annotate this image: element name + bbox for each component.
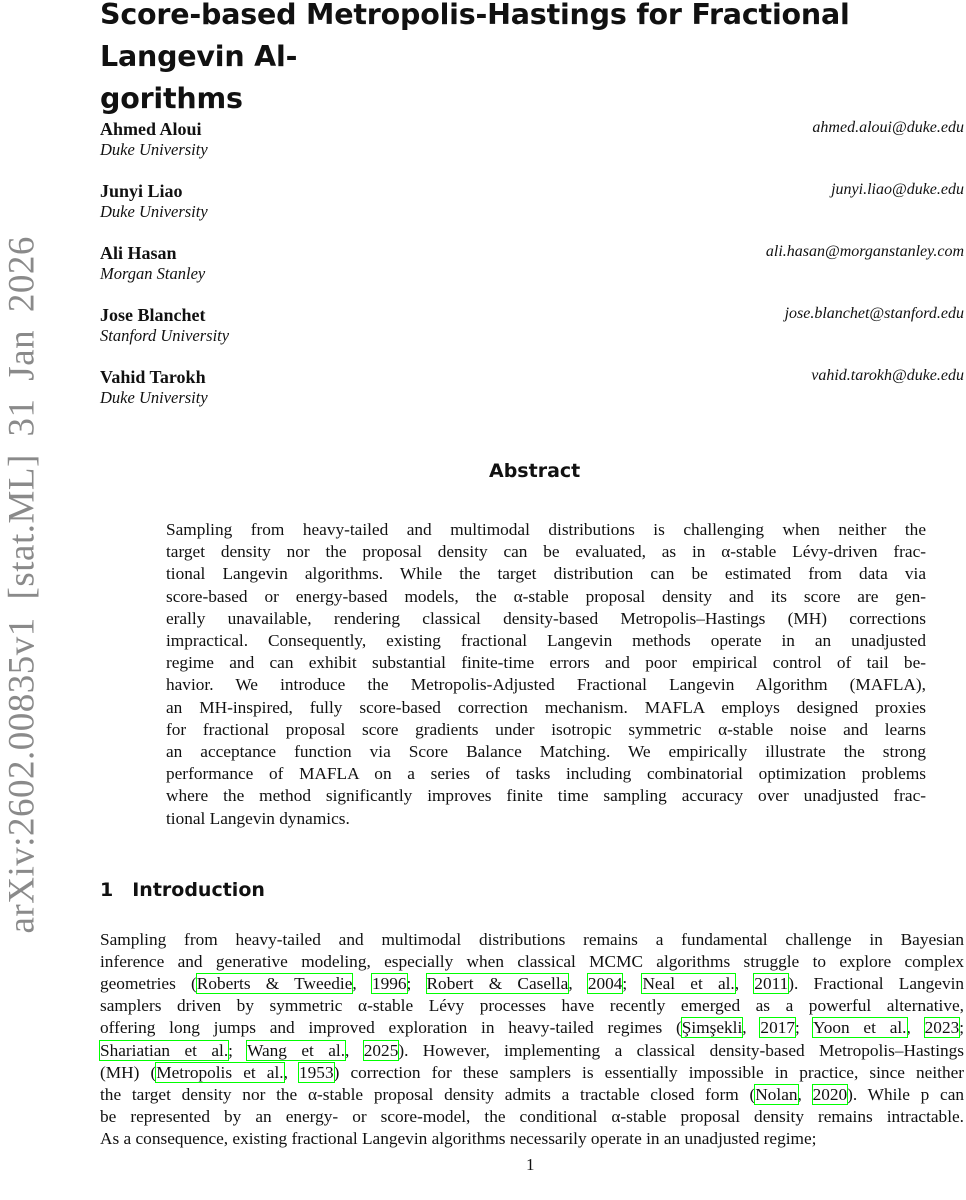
author-affiliation: Duke University: [100, 202, 208, 221]
page-number: 1: [526, 1155, 535, 1174]
text-line: [166, 719, 926, 741]
author-affiliation: Duke University: [100, 140, 208, 159]
citation-link[interactable]: 2023: [924, 1018, 960, 1038]
text-line: [166, 541, 926, 563]
text-segment: ) correction for these samplers is essentially impossible in practice, since neither: [333, 1062, 965, 1082]
text-line: [100, 951, 964, 973]
text-segment: ;: [959, 1018, 965, 1038]
text-segment: Sampling from heavy-tailed and multimodal distributions remains a fundamental challenge in Bayesian: [100, 930, 964, 949]
author-block: [100, 305, 964, 347]
text-segment: ,: [906, 1018, 925, 1038]
citation-link[interactable]: 2011: [754, 974, 789, 994]
text-segment: score-based or energy-based models, the α-stable proposal density and its score are gen-: [166, 586, 926, 606]
author-affiliation: Stanford University: [100, 326, 230, 345]
text-line: [166, 519, 926, 541]
arxiv-stamp: arXiv:2602.00835v1 [stat.ML] 31 Jan 2026: [1, 236, 43, 934]
text-segment: tional Langevin dynamics.: [166, 808, 350, 828]
citation-link[interactable]: Roberts & Tweedie: [196, 974, 353, 994]
text-line: [166, 785, 926, 807]
author-email[interactable]: jose.blanchet@stanford.edu: [784, 305, 964, 322]
citation-link[interactable]: 2017: [760, 1018, 795, 1038]
author-affiliation: Morgan Stanley: [100, 264, 206, 283]
text-segment: regime and can exhibit substantial finite-time errors and poor empirical control of tail be-: [166, 653, 926, 673]
text-segment: for fractional proposal score gradients under isotropic symmetric α-stable noise and learns: [166, 719, 926, 739]
text-segment: ). While p can: [847, 1084, 965, 1104]
citation-link[interactable]: Robert & Casella: [426, 974, 569, 994]
text-segment: Sampling from heavy-tailed and multimodal distributions is challenging when neither the: [166, 520, 926, 539]
citation-link[interactable]: Neal et al.: [642, 974, 735, 994]
text-line: [100, 1040, 964, 1062]
section-title: Introduction: [132, 879, 265, 901]
text-line: [166, 652, 926, 674]
text-line: [100, 1084, 964, 1106]
text-line: [166, 608, 926, 630]
author-block: [100, 119, 964, 161]
author-block: [100, 181, 964, 223]
author-email[interactable]: junyi.liao@duke.edu: [831, 181, 964, 198]
text-segment: havior. We introduce the Metropolis-Adjusted Fractional Langevin Algorithm (MAFLA),: [166, 675, 926, 695]
text-line: [166, 674, 926, 696]
text-line: [166, 697, 926, 719]
text-segment: tional Langevin algorithms. While the target distribution can be estimated from data via: [166, 564, 926, 584]
text-segment: ;: [794, 1018, 813, 1038]
section-number: 1: [100, 879, 114, 901]
author-affiliation: Duke University: [100, 388, 208, 407]
text-line: [100, 1017, 964, 1039]
citation-link[interactable]: Yoon et al.: [812, 1018, 907, 1038]
text-line: [166, 808, 926, 830]
author-block: [100, 367, 964, 409]
text-segment: (MH) (: [100, 1062, 157, 1082]
citation-link[interactable]: Şimşekli: [681, 1018, 743, 1038]
text-segment: geometries (: [100, 974, 197, 994]
text-line: [100, 995, 964, 1017]
text-line: [100, 973, 964, 995]
text-segment: an acceptance function via Score Balance Matching. We empirically illustrate the strong: [166, 742, 926, 761]
citation-link[interactable]: 2020: [812, 1084, 848, 1104]
text-segment: be represented by an energy- or score-model, the conditional α-stable proposal density remains intractable.: [100, 1106, 964, 1126]
author-email[interactable]: vahid.tarokh@duke.edu: [811, 367, 964, 384]
text-line: [166, 630, 926, 652]
title-line: Score-based Metropolis-Hastings for Fractional Langevin Al-: [100, 0, 850, 73]
text-segment: an MH-inspired, fully score-based correction mechanism. MAFLA employs designed proxies: [166, 697, 926, 717]
text-line: [166, 741, 926, 763]
citation-link[interactable]: Shariatian et al.: [100, 1040, 229, 1060]
citation-link[interactable]: 2004: [587, 974, 623, 994]
text-segment: ). Fractional Langevin: [788, 974, 965, 994]
text-segment: offering long jumps and improved exploration in heavy-tailed regimes (: [100, 1018, 682, 1038]
author-name: Ahmed Aloui: [100, 119, 202, 139]
text-segment: ,: [345, 1040, 364, 1060]
author-block: [100, 243, 964, 285]
text-line: [100, 1062, 964, 1084]
text-segment: ,: [568, 974, 588, 994]
text-segment: ,: [283, 1062, 300, 1082]
text-line: [100, 929, 964, 951]
author-name: Jose Blanchet: [100, 305, 206, 325]
text-line: [166, 563, 926, 585]
text-segment: ;: [406, 974, 427, 994]
citation-link[interactable]: 1953: [299, 1062, 334, 1082]
paper-title: [100, 0, 966, 120]
text-segment: erally unavailable, rendering classical density-based Metropolis–Hastings (MH) corrections: [166, 608, 926, 628]
text-segment: performance of MAFLA on a series of tasks including combinatorial optimization problems: [166, 764, 926, 784]
text-line: [100, 1128, 964, 1150]
author-name: Ali Hasan: [100, 243, 177, 263]
text-line: [100, 1106, 964, 1128]
text-segment: ,: [742, 1018, 761, 1038]
text-segment: the target density nor the α-stable proposal density admits a tractable closed form (: [100, 1084, 756, 1104]
author-name: Vahid Tarokh: [100, 367, 206, 387]
author-name: Junyi Liao: [100, 181, 183, 201]
text-segment: ,: [797, 1084, 813, 1104]
section-heading-introduction: [100, 879, 265, 901]
title-line: gorithms: [100, 82, 243, 115]
text-segment: ,: [734, 974, 755, 994]
text-segment: ,: [352, 974, 372, 994]
citation-link[interactable]: Wang et al.: [247, 1040, 346, 1060]
text-segment: impractical. Consequently, existing fractional Langevin methods operate in an unadjusted: [166, 631, 926, 650]
text-line: [166, 763, 926, 785]
author-email[interactable]: ali.hasan@morganstanley.com: [765, 243, 964, 260]
text-segment: inference and generative modeling, especially when classical MCMC algorithms struggle to explore complex: [100, 952, 964, 972]
author-email[interactable]: ahmed.aloui@duke.edu: [812, 119, 964, 136]
text-segment: target density nor the proposal density can be evaluated, as in α-stable Lévy-driven frac-: [166, 542, 926, 562]
citation-link[interactable]: 1996: [371, 974, 407, 994]
text-line: [166, 586, 926, 608]
text-segment: where the method significantly improves finite time sampling accuracy over unadjusted frac-: [166, 786, 926, 806]
text-segment: ). However, implementing a classical density-based Metropolis–Hastings: [398, 1040, 965, 1060]
citation-link[interactable]: 2025: [363, 1040, 399, 1060]
citation-link[interactable]: Nolan: [755, 1084, 798, 1104]
text-segment: samplers driven by symmetric α-stable Lévy processes have recently emerged as a powerful alternative,: [100, 996, 964, 1016]
text-segment: As a consequence, existing fractional Langevin algorithms necessarily operate in an unadjusted regime;: [100, 1128, 817, 1148]
text-segment: ;: [228, 1040, 248, 1060]
abstract-heading: Abstract: [489, 460, 581, 482]
citation-link[interactable]: Metropolis et al.: [156, 1062, 284, 1082]
text-segment: ;: [622, 974, 643, 994]
